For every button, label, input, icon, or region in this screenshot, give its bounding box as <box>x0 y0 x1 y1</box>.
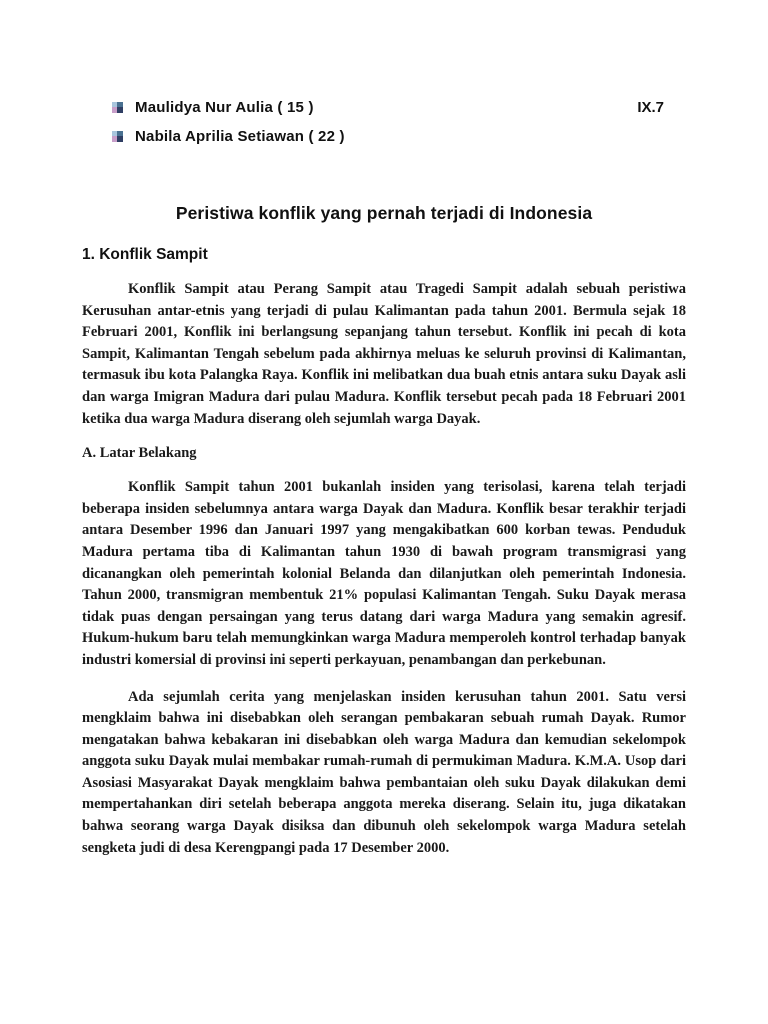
paragraph-2: Konflik Sampit tahun 2001 bukanlah insiden yang terisolasi, karena telah terjadi beberapa insiden sebelumnya antara warga Dayak dan Madura. Konflik besar terakhir terjadi antara Desember 1996 dan Januari 1997 yang mengakibatkan 600 korban tewas. Penduduk Madura pertama tiba di Kalimantan tahun 1930 di bawah program transmigrasi yang dicanangkan oleh pemerintah kolonial Belanda dan dilanjutkan oleh pemerintah Indonesia. Tahun 2000, transmigran membentuk 21% populasi Kalimantan Tengah. Suku Dayak merasa tidak puas dengan persaingan yang terus datang dari warga Madura yang semakin agresif. Hukum-hukum baru telah memungkinkan warga Madura memperoleh kontrol terhadap banyak industri komersial di provinsi ini seperti perkayuan, penambangan dan perkebunan. <box>82 479 686 668</box>
student-name: Maulidya Nur Aulia ( 15 ) <box>135 99 314 116</box>
student-row <box>112 93 345 122</box>
colored-square-bullet-icon <box>112 131 123 142</box>
section-heading: 1. Konflik Sampit <box>82 246 208 263</box>
document-header <box>82 0 686 151</box>
class-label: IX.7 <box>637 99 664 116</box>
subsection-heading: A. Latar Belakang <box>82 445 197 462</box>
student-row <box>112 122 345 151</box>
document-title: Peristiwa konflik yang pernah terjadi di Indonesia <box>175 203 593 223</box>
student-name: Nabila Aprilia Setiawan ( 22 ) <box>135 128 345 145</box>
student-list <box>112 93 345 151</box>
colored-square-bullet-icon <box>112 102 123 113</box>
paragraph-3: Ada sejumlah cerita yang menjelaskan insiden kerusuhan tahun 2001. Satu versi mengklaim bahwa ini disebabkan oleh serangan pembakaran sebuah rumah Dayak. Rumor mengatakan bahwa kebakaran ini disebabkan oleh warga Madura dan kemudian sekelompok anggota suku Dayak mulai membakar rumah-rumah di permukiman Madura. K.M.A. Usop dari Asosiasi Masyarakat Dayak mengklaim bahwa pembantaian oleh suku Dayak dilakukan demi mempertahankan diri setelah beberapa anggota mereka diserang. Selain itu, juga dikatakan bahwa seorang warga Dayak disiksa dan dibunuh oleh sekelompok warga Madura setelah sengketa judi di desa Kerengpangi pada 17 Desember 2000. <box>82 688 686 856</box>
paragraph-1: Konflik Sampit atau Perang Sampit atau Tragedi Sampit adalah sebuah peristiwa Kerusuhan antar-etnis yang terjadi di pulau Kalimantan pada tahun 2001. Bermula sejak 18 Februari 2001, Konflik ini berlangsung sepanjang tahun tersebut. Konflik ini pecah di kota Sampit, Kalimantan Tengah sebelum pada akhirnya meluas ke seluruh provinsi di Kalimantan, termasuk ibu kota Palangka Raya. Konflik ini melibatkan dua buah etnis antara suku Dayak asli dan warga Imigran Madura dari pulau Madura. Konflik tersebut pecah pada 18 Februari 2001 ketika dua warga Madura diserang oleh sejumlah warga Dayak. <box>82 281 686 427</box>
